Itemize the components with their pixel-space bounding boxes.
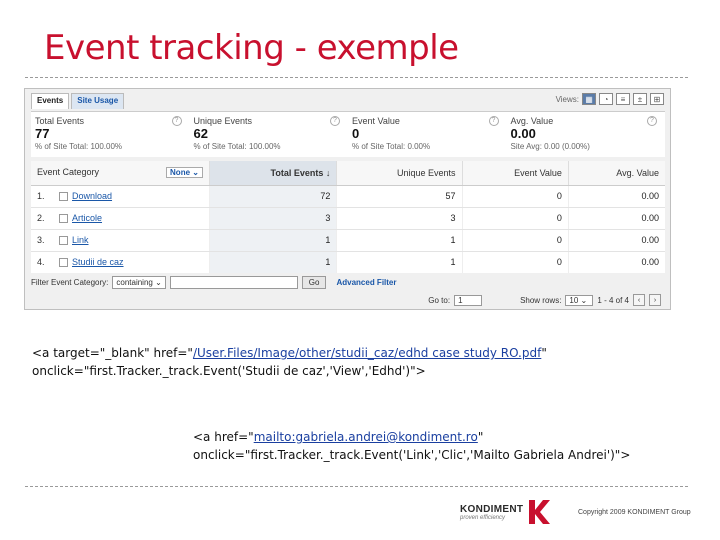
metric-label: Event Value (352, 116, 400, 126)
row-index: 1. (31, 185, 53, 207)
kondiment-k-icon (527, 498, 551, 526)
row-index: 3. (31, 229, 53, 251)
table-view-icon[interactable]: ▦ (582, 93, 596, 105)
bottom-divider (25, 486, 688, 487)
show-rows-label: Show rows: (520, 295, 562, 305)
row-category-cell[interactable] (53, 251, 209, 273)
copyright-text: Copyright 2009 KONDIMENT Group (578, 509, 691, 516)
row-value: 0 (462, 251, 568, 273)
col-avg-value[interactable]: Avg. Value (568, 161, 665, 185)
metric-value: 0.00 (510, 126, 536, 141)
row-checkbox[interactable] (59, 214, 68, 223)
page-range: 1 - 4 of 4 (597, 295, 629, 305)
col-event-category[interactable] (31, 161, 209, 185)
top-divider (25, 77, 688, 78)
row-category-link[interactable]: Download (72, 190, 113, 201)
goto-label: Go to: (428, 295, 451, 305)
metric-label: Avg. Value (510, 116, 554, 126)
table-row (31, 251, 665, 273)
code-line (32, 344, 547, 362)
secondary-dimension-select[interactable]: None ⌄ (166, 167, 203, 178)
row-category-link[interactable]: Studii de caz (72, 256, 124, 267)
row-avg: 0.00 (568, 207, 665, 229)
row-category-cell[interactable] (53, 229, 209, 251)
logo-tagline: proven efficiency (460, 514, 506, 521)
row-category-link[interactable]: Articole (72, 212, 103, 223)
filter-mode-value: containing (116, 277, 153, 287)
metric-event-value (348, 112, 507, 157)
tab-events[interactable]: Events (31, 93, 69, 109)
code-line: onclick="first.Tracker._track.Event('Studii de caz','View','Edhd')"> (32, 364, 426, 378)
kondiment-logo (460, 498, 551, 526)
views-switcher (556, 93, 664, 105)
row-avg: 0.00 (568, 229, 665, 251)
views-label: Views: (555, 94, 579, 104)
metric-subtext: % of Site Total: 100.00% (35, 142, 123, 151)
summary-metrics (31, 111, 665, 157)
row-category-cell[interactable] (53, 207, 209, 229)
row-total: 3 (209, 207, 336, 229)
code-text: " (477, 430, 484, 444)
next-page-icon[interactable]: › (649, 294, 661, 306)
help-icon[interactable]: ? (647, 116, 657, 126)
go-button[interactable]: Go (302, 276, 327, 289)
pie-view-icon[interactable]: ◔ (599, 93, 613, 105)
row-index: 2. (31, 207, 53, 229)
pagination-bar (31, 292, 665, 308)
row-avg: 0.00 (568, 185, 665, 207)
slide-title: Event tracking - exemple (44, 28, 459, 68)
row-unique: 1 (337, 251, 462, 273)
row-category-link[interactable]: Link (72, 234, 89, 245)
row-value: 0 (462, 185, 568, 207)
row-unique: 3 (337, 207, 462, 229)
table-row (31, 229, 665, 251)
logo-wordmark (460, 504, 523, 521)
metric-value: 62 (193, 126, 208, 141)
row-index: 4. (31, 251, 53, 273)
tab-site-usage[interactable]: Site Usage (71, 93, 124, 109)
col-label: Total Events (270, 167, 324, 178)
performance-view-icon[interactable]: ≡ (616, 93, 630, 105)
help-icon[interactable]: ? (489, 116, 499, 126)
table-header-row (31, 161, 665, 185)
table-row (31, 207, 665, 229)
metric-total-events (31, 112, 190, 157)
show-rows-value: 10 (569, 295, 579, 305)
code-link[interactable]: /User.Files/Image/other/studii_caz/edhd case study RO.pdf (192, 346, 542, 360)
metric-unique-events (190, 112, 349, 157)
row-category-cell[interactable] (53, 185, 209, 207)
show-rows-select[interactable]: 10 ⌄ (565, 295, 593, 306)
metric-avg-value (507, 112, 666, 157)
row-value: 0 (462, 207, 568, 229)
prev-page-icon[interactable]: ‹ (633, 294, 645, 306)
metric-value: 77 (35, 126, 50, 141)
code-text: " (541, 346, 547, 360)
table-row (31, 185, 665, 207)
row-unique: 57 (337, 185, 462, 207)
analytics-panel (24, 88, 671, 310)
col-total-events[interactable] (209, 161, 336, 185)
row-total: 1 (209, 229, 336, 251)
events-table (31, 161, 665, 274)
metric-label: Unique Events (193, 116, 253, 126)
col-event-value[interactable]: Event Value (462, 161, 568, 185)
col-label: Event Category (37, 167, 100, 178)
code-text: <a target="_blank" href=" (32, 346, 193, 360)
code-line (193, 428, 630, 446)
row-total: 72 (209, 185, 336, 207)
metric-subtext: % of Site Total: 0.00% (352, 142, 431, 151)
metric-label: Total Events (35, 116, 85, 126)
col-unique-events[interactable]: Unique Events (337, 161, 462, 185)
metric-value: 0 (352, 126, 360, 141)
goto-input[interactable]: 1 (454, 295, 482, 306)
sort-desc-icon: ↓ (325, 167, 331, 178)
chevron-down-icon: ⌄ (155, 277, 162, 287)
row-avg: 0.00 (568, 251, 665, 273)
code-snippet-mailto (193, 428, 630, 464)
help-icon[interactable]: ? (172, 116, 182, 126)
code-line: onclick="first.Tracker._track.Event('Link','Clic','Mailto Gabriela Andrei')"> (193, 448, 631, 462)
row-checkbox[interactable] (59, 192, 68, 201)
row-value: 0 (462, 229, 568, 251)
filter-text-input[interactable] (170, 276, 298, 289)
code-snippet-pdf (32, 344, 547, 380)
filter-bar (31, 273, 665, 291)
code-link[interactable]: mailto:gabriela.andrei@kondiment.ro (253, 430, 478, 444)
help-icon[interactable]: ? (330, 116, 340, 126)
advanced-filter-link[interactable]: Advanced Filter (336, 277, 397, 287)
filter-mode-select[interactable] (112, 276, 165, 289)
row-unique: 1 (337, 229, 462, 251)
dimension-select-value: None (170, 168, 191, 178)
logo-text: KONDIMENT (460, 503, 524, 515)
code-text: <a href=" (193, 430, 254, 444)
tab-bar (31, 93, 124, 109)
comparison-view-icon[interactable]: ± (633, 93, 647, 105)
metric-subtext: Site Avg: 0.00 (0.00%) (510, 142, 590, 151)
metric-subtext: % of Site Total: 100.00% (193, 142, 281, 151)
row-checkbox[interactable] (59, 258, 68, 267)
pivot-view-icon[interactable]: ⊞ (650, 93, 664, 105)
row-total: 1 (209, 251, 336, 273)
row-checkbox[interactable] (59, 236, 68, 245)
filter-label: Filter Event Category: (31, 277, 109, 287)
